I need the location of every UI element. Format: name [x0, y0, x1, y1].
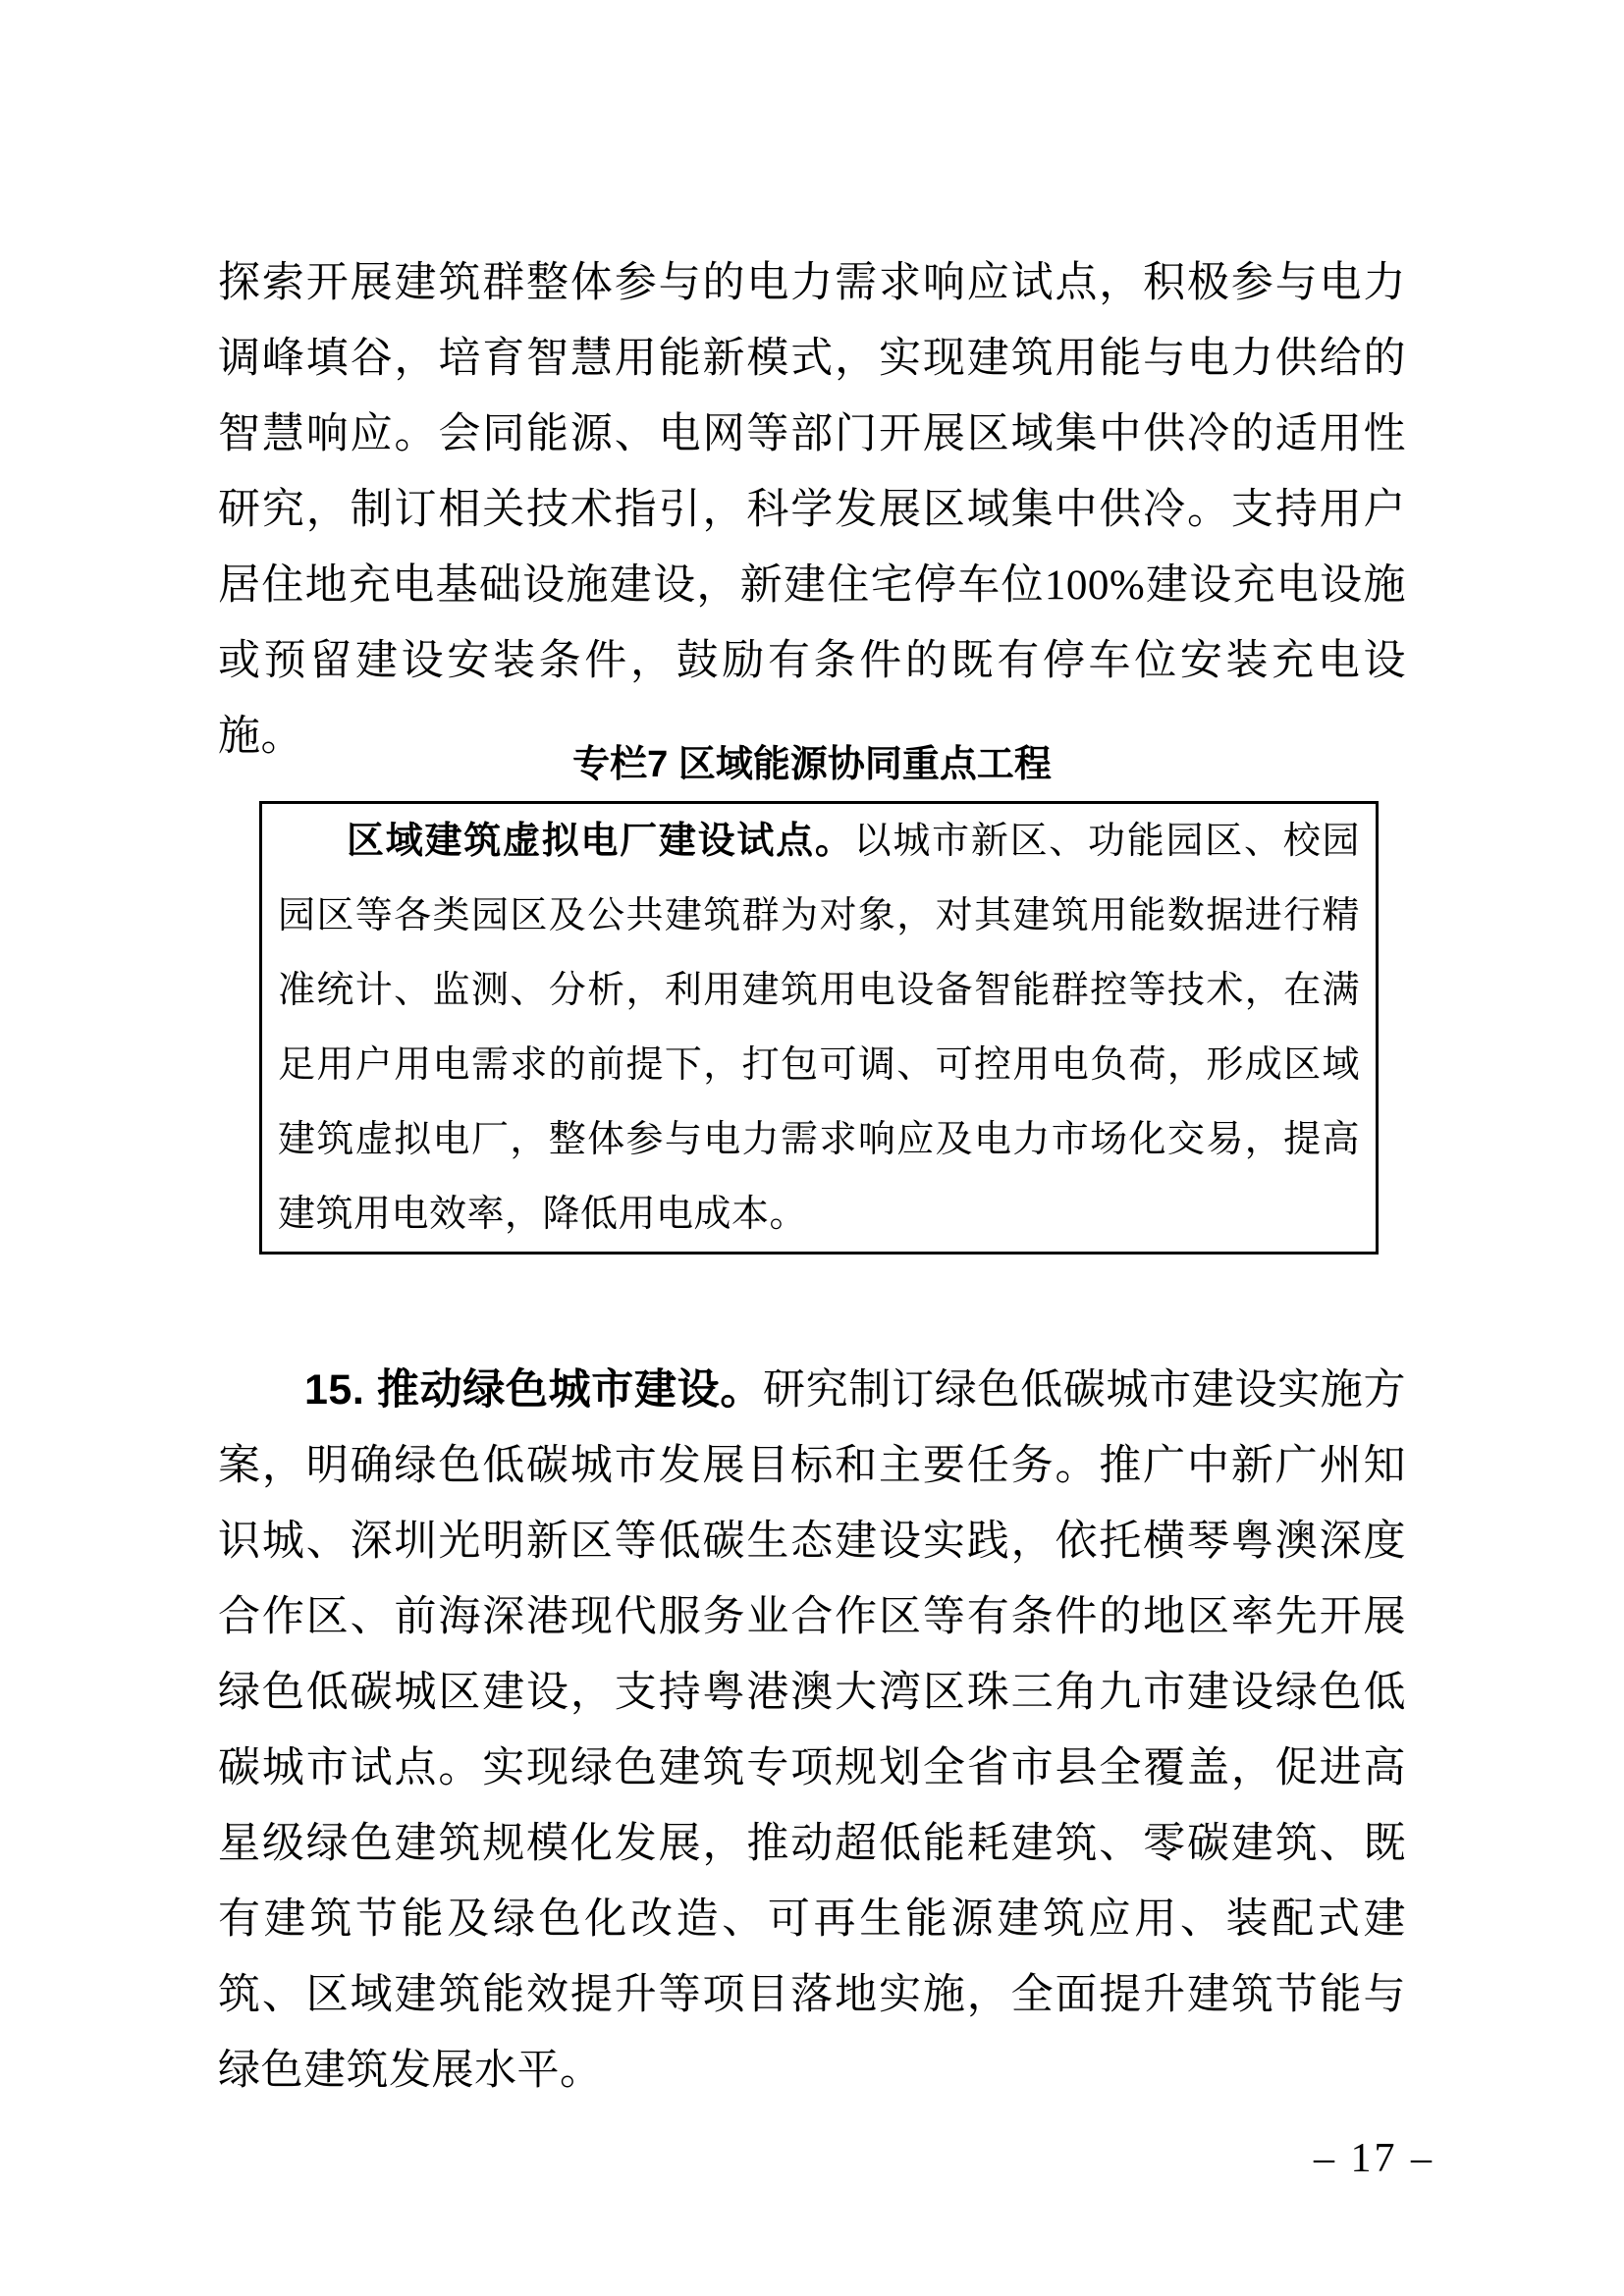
paragraph-demand-response: 探索开展建筑群整体参与的电力需求响应试点，积极参与电力调峰填谷，培育智慧用能新模式，实现建筑用能与电力供给的智慧响应。会同能源、电网等部门开展区域集中供冷的适用性研究，制订相关技术指引，科学发展区域集中供冷。支持用户居住地充电基础设施建设，新建住宅停车位100%建设充电设施或预留建设安装条件，鼓励有条件的既有停车位安装充电设施。: [218, 260, 1406, 760]
section-15-heading: 15. 推动绿色城市建设。: [304, 1366, 763, 1414]
page-number: – 17 –: [1314, 2136, 1435, 2181]
column7-box-lead: 区域建筑虚拟电厂建设试点。: [347, 821, 854, 862]
column7-box-body: 以城市新区、功能园区、校园园区等各类园区及公共建筑群为对象，对其建筑用能数据进行精准统计、监测、分析，利用建筑用电设备智能群控等技术，在满足用户用电需求的前提下，打包可调、可控用电负荷，形成区域建筑虚拟电厂，整体参与电力需求响应及电力市场化交易，提高建筑用电效率，降低用电成本。: [278, 821, 1360, 1235]
section-15-paragraph: [218, 1353, 1406, 2109]
column7-title: 专栏7 区域能源协同重点工程: [572, 744, 1052, 785]
column7-box: [259, 801, 1379, 1255]
column7-box-paragraph: [278, 804, 1360, 1252]
section-15-body: 研究制订绿色低碳城市建设实施方案，明确绿色低碳城市发展目标和主要任务。推广中新广州知识城、深圳光明新区等低碳生态建设实践，依托横琴粤澳深度合作区、前海深港现代服务业合作区等有条件的地区率先开展绿色低碳城区建设，支持粤港澳大湾区珠三角九市建设绿色低碳城市试点。实现绿色建筑专项规划全省市县全覆盖，促进高星级绿色建筑规模化发展，推动超低能耗建筑、零碳建筑、既有建筑节能及绿色化改造、可再生能源建筑应用、装配式建筑、区域建筑能效提升等项目落地实施，全面提升建筑节能与绿色建筑发展水平。: [218, 1367, 1406, 2094]
